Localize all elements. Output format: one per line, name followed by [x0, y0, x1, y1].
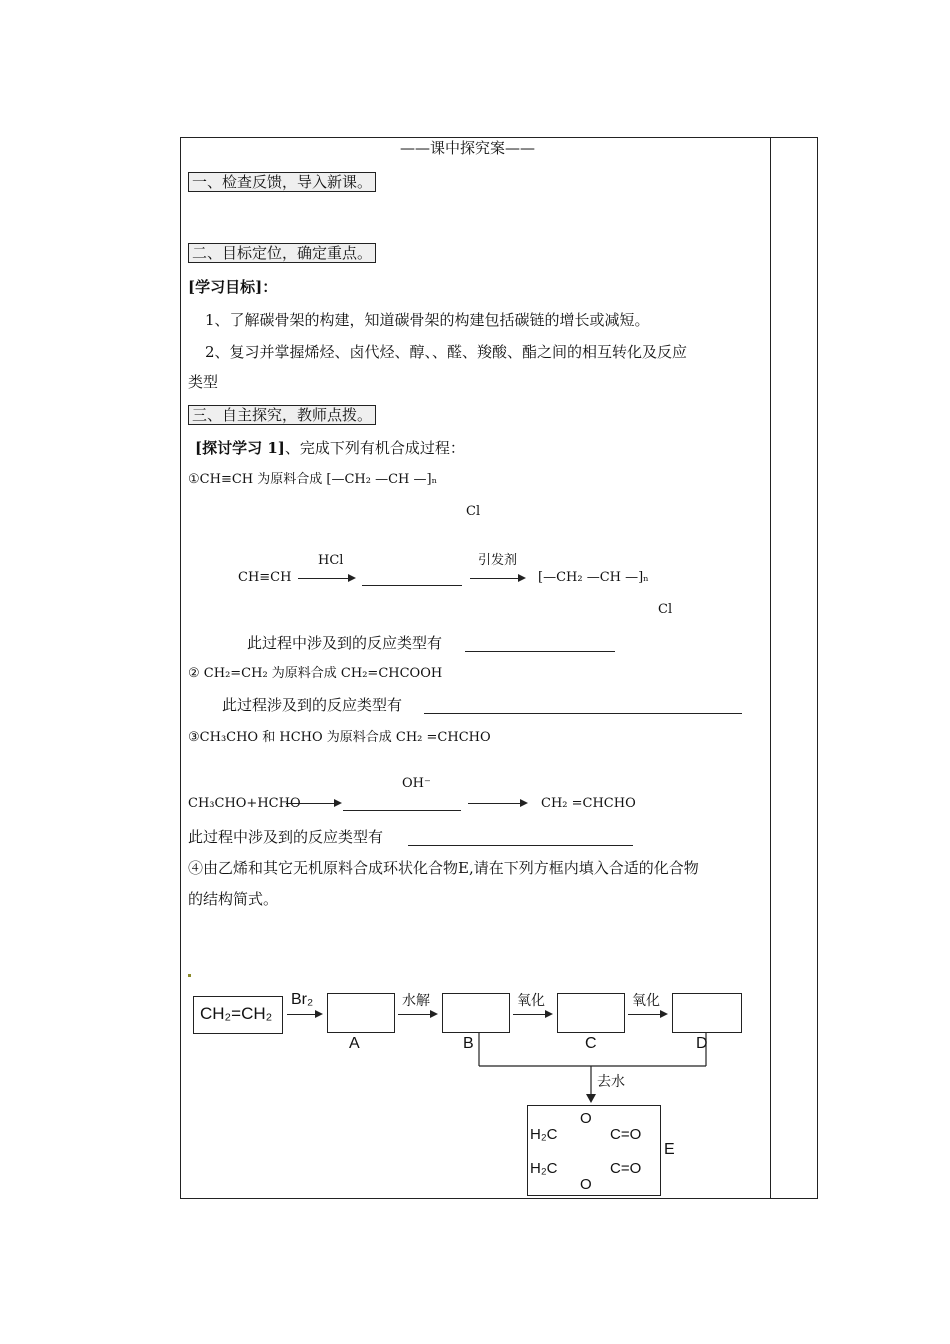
q1-start: CH≡CH: [238, 570, 292, 585]
discuss-label: [探讨学习 1]: [195, 439, 285, 457]
reagent-oxidation-2: 氧化: [632, 992, 660, 1008]
q3-question: 此过程中涉及到的反应类型有: [188, 828, 384, 846]
start-compound: CH₂=CH₂: [200, 1004, 273, 1023]
q3-reagent: OH⁻: [402, 776, 431, 791]
q1-question: 此过程中涉及到的反应类型有: [247, 634, 443, 652]
e-o-top: O: [580, 1110, 592, 1127]
e-carbonyl-bottom: C=O: [610, 1160, 642, 1177]
e-h2c-top: H₂C: [530, 1126, 558, 1143]
q1-title: ①CH≡CH 为原料合成 [—CH₂ —CH —]ₙ: [188, 472, 438, 487]
q1-cl-top: Cl: [466, 504, 481, 519]
section-3-title: 三、自主探究，教师点拨。: [188, 405, 376, 425]
q4-line-1: ④由乙烯和其它无机原料合成环状化合物E,请在下列方框内填入合适的化合物: [188, 859, 699, 877]
q4-line-2: 的结构简式。: [188, 890, 279, 908]
e-carbonyl-top: C=O: [610, 1126, 642, 1143]
discuss-text: 、完成下列有机合成过程：: [284, 439, 465, 457]
e-o-bottom: O: [580, 1176, 592, 1193]
e-h2c-bottom: H₂C: [530, 1160, 558, 1177]
label-b: B: [463, 1035, 474, 1052]
q3-product: CH₂ =CHCHO: [541, 796, 636, 811]
goals-label: [学习目标]：: [188, 278, 278, 296]
label-c: C: [585, 1035, 597, 1052]
q2-question: 此过程涉及到的反应类型有: [222, 696, 403, 714]
q3-title: ③CH₃CHO 和 HCHO 为原料合成 CH₂ =CHCHO: [188, 730, 491, 745]
q1-reagent-1: HCl: [318, 553, 344, 568]
label-a: A: [349, 1035, 360, 1052]
reagent-dehydration: 去水: [597, 1073, 625, 1089]
q1-reagent-2: 引发剂: [478, 553, 518, 568]
goal-1: 1、了解碳骨架的构建，知道碳骨架的构建包括碳链的增长或减短。: [205, 311, 650, 329]
q2-title: ② CH₂=CH₂ 为原料合成 CH₂=CHCOOH: [188, 666, 443, 681]
q1-cl-bottom: Cl: [658, 602, 673, 617]
reagent-hydrolysis: 水解: [402, 992, 430, 1008]
q1-product: [—CH₂ —CH —]ₙ: [538, 570, 649, 585]
compound-e-box: [527, 1105, 661, 1196]
q3-start: CH₃CHO+HCHO: [188, 796, 301, 811]
section-header: ——课中探究案——: [400, 139, 536, 157]
section-2-title: 二、目标定位，确定重点。: [188, 243, 376, 263]
goal-2-cont: 类型: [188, 373, 219, 391]
reagent-br2: Br₂: [291, 991, 314, 1008]
label-e: E: [664, 1141, 675, 1158]
section-1-title: 一、检查反馈，导入新课。: [188, 172, 376, 192]
label-d: D: [696, 1035, 708, 1052]
reagent-oxidation-1: 氧化: [517, 992, 545, 1008]
goal-2: 2、复习并掌握烯烃、卤代烃、醇、、醛、羧酸、酯之间的相互转化及反应: [205, 343, 688, 361]
